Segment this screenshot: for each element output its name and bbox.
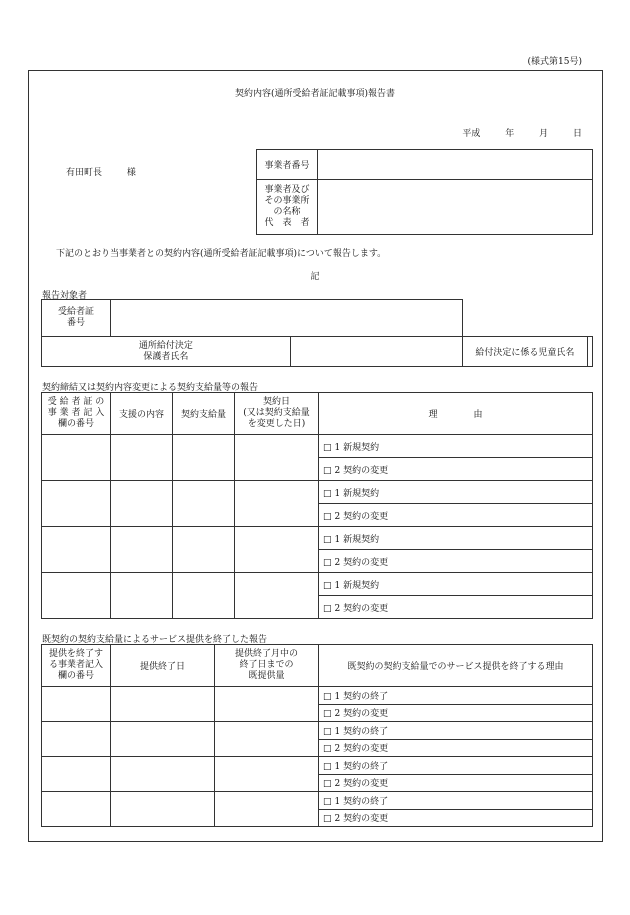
termination-heading: 既契約の契約支給量によるサービス提供を終了した報告 bbox=[42, 635, 268, 645]
term-col3-header: 提供終了月中の 終了日までの 既提供量 bbox=[215, 645, 319, 687]
reason-option[interactable]: □ 2 契約の変更 bbox=[319, 774, 593, 792]
provider-name-field[interactable] bbox=[318, 180, 593, 235]
table-row bbox=[42, 481, 593, 504]
addressee bbox=[66, 165, 136, 178]
reason-option[interactable]: □ 1 新規契約 bbox=[319, 481, 593, 504]
entry-cell[interactable] bbox=[215, 722, 319, 757]
target-heading: 報告対象者 bbox=[42, 291, 88, 301]
reason-option[interactable]: □ 2 契約の変更 bbox=[319, 458, 593, 481]
entry-cell[interactable] bbox=[111, 527, 173, 573]
reason-option[interactable]: □ 2 契約の変更 bbox=[319, 739, 593, 757]
contract-col2-header: 支援の内容 bbox=[111, 393, 173, 435]
term-col1-header: 提供を終了す る事業者記入 欄の番号 bbox=[42, 645, 111, 687]
table-row bbox=[42, 573, 593, 596]
reason-option[interactable]: □ 1 契約の終了 bbox=[319, 792, 593, 810]
entry-cell[interactable] bbox=[215, 792, 319, 827]
entry-cell[interactable] bbox=[235, 527, 319, 573]
reason-option[interactable]: □ 1 契約の終了 bbox=[319, 687, 593, 705]
ki-label: 記 bbox=[310, 272, 320, 282]
target-table bbox=[41, 299, 593, 367]
reason-option[interactable]: □ 2 契約の変更 bbox=[319, 596, 593, 619]
date-day: 日 bbox=[572, 129, 582, 139]
table-row bbox=[42, 757, 593, 775]
child-name-field[interactable] bbox=[587, 337, 592, 367]
table-row bbox=[42, 527, 593, 550]
entry-cell[interactable] bbox=[42, 481, 111, 527]
entry-cell[interactable] bbox=[42, 722, 111, 757]
contract-heading: 契約締結又は契約内容変更による契約支給量等の報告 bbox=[42, 383, 259, 393]
reason-option[interactable]: □ 2 契約の変更 bbox=[319, 504, 593, 527]
entry-cell[interactable] bbox=[235, 481, 319, 527]
target-blank bbox=[462, 300, 592, 337]
table-row bbox=[42, 722, 593, 740]
entry-cell[interactable] bbox=[42, 573, 111, 619]
reason-option[interactable]: □ 1 契約の終了 bbox=[319, 757, 593, 775]
provider-number-field[interactable] bbox=[318, 150, 593, 180]
entry-cell[interactable] bbox=[173, 573, 235, 619]
form-number: (様式第15号) bbox=[527, 57, 582, 67]
table-row bbox=[42, 687, 593, 705]
reason-option[interactable]: □ 2 契約の変更 bbox=[319, 550, 593, 573]
reason-option[interactable]: □ 1 新規契約 bbox=[319, 435, 593, 458]
cert-label: 受給者証 番号 bbox=[42, 300, 111, 337]
reason-option[interactable]: □ 1 新規契約 bbox=[319, 573, 593, 596]
addressee-name: 有田町長 bbox=[66, 168, 103, 178]
table-row bbox=[42, 792, 593, 810]
provider-name-label: 事業者及び その事業所 の名称 代 表 者 bbox=[257, 180, 318, 235]
contract-table bbox=[41, 392, 593, 619]
entry-cell[interactable] bbox=[42, 687, 111, 722]
entry-cell[interactable] bbox=[111, 435, 173, 481]
intro-text: 下記のとおり当事業者との契約内容(通所受給者証記載事項)について報告します。 bbox=[56, 249, 387, 259]
reason-option[interactable]: □ 1 新規契約 bbox=[319, 527, 593, 550]
reason-option[interactable]: □ 1 契約の終了 bbox=[319, 722, 593, 740]
entry-cell[interactable] bbox=[173, 481, 235, 527]
table-row bbox=[42, 435, 593, 458]
entry-cell[interactable] bbox=[42, 435, 111, 481]
provider-rep-label: 代 表 者 bbox=[264, 218, 310, 228]
entry-cell[interactable] bbox=[111, 792, 215, 827]
reason-option[interactable]: □ 2 契約の変更 bbox=[319, 704, 593, 722]
date-year: 年 bbox=[505, 129, 515, 139]
date-era: 平成 bbox=[462, 129, 481, 139]
entry-cell[interactable] bbox=[215, 757, 319, 792]
entry-cell[interactable] bbox=[111, 757, 215, 792]
entry-cell[interactable] bbox=[111, 687, 215, 722]
entry-cell[interactable] bbox=[173, 527, 235, 573]
contract-col5-header: 理 由 bbox=[319, 393, 593, 435]
entry-cell[interactable] bbox=[42, 527, 111, 573]
entry-cell[interactable] bbox=[235, 435, 319, 481]
provider-table bbox=[256, 149, 593, 235]
entry-cell[interactable] bbox=[235, 573, 319, 619]
term-col4-header: 既契約の契約支給量でのサービス提供を終了する理由 bbox=[319, 645, 593, 687]
entry-cell[interactable] bbox=[111, 573, 173, 619]
contract-col3-header: 契約支給量 bbox=[173, 393, 235, 435]
reason-option[interactable]: □ 2 契約の変更 bbox=[319, 809, 593, 827]
entry-cell[interactable] bbox=[215, 687, 319, 722]
contract-col4-header: 契約日 (又は契約支給量 を変更した日) bbox=[235, 393, 319, 435]
child-label: 給付決定に係る児童氏名 bbox=[462, 337, 587, 367]
cert-number-field[interactable] bbox=[111, 300, 463, 337]
date-line bbox=[462, 126, 582, 139]
entry-cell[interactable] bbox=[111, 481, 173, 527]
guardian-label: 通所給付決定 保護者氏名 bbox=[42, 337, 291, 367]
form-title: 契約内容(通所受給者証記載事項)報告書 bbox=[234, 89, 396, 99]
guardian-name-field[interactable] bbox=[290, 337, 462, 367]
entry-cell[interactable] bbox=[42, 792, 111, 827]
entry-cell[interactable] bbox=[111, 722, 215, 757]
contract-col1-header: 受 給 者 証 の 事 業 者 記 入 欄の番号 bbox=[42, 393, 111, 435]
termination-table bbox=[41, 644, 593, 827]
addressee-honorific: 様 bbox=[126, 168, 136, 178]
entry-cell[interactable] bbox=[42, 757, 111, 792]
provider-number-label: 事業者番号 bbox=[257, 150, 318, 180]
term-col2-header: 提供終了日 bbox=[111, 645, 215, 687]
date-month: 月 bbox=[539, 129, 549, 139]
entry-cell[interactable] bbox=[173, 435, 235, 481]
